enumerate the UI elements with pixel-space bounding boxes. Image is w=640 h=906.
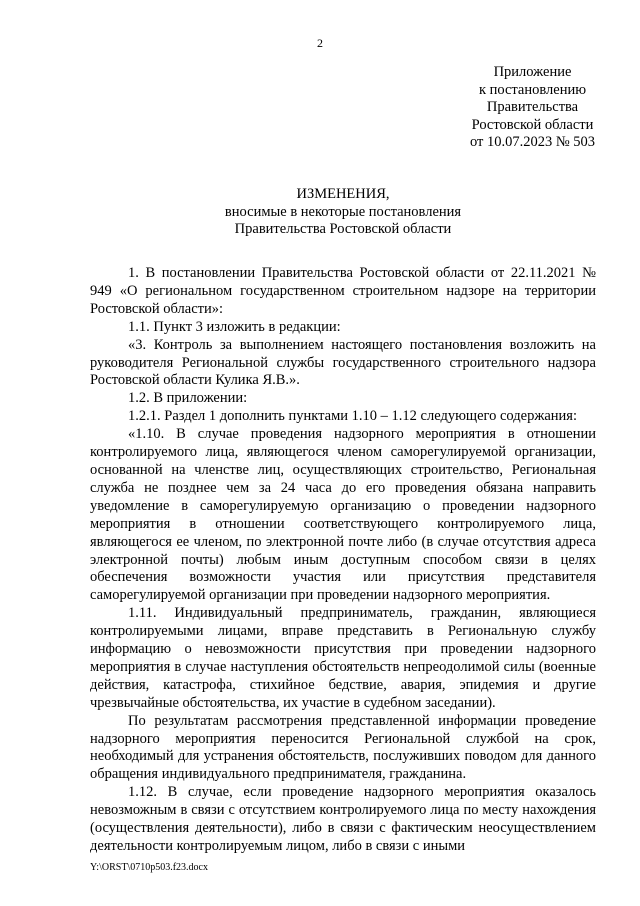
title-subtitle-line: Правительства Ростовской области [234, 221, 452, 237]
paragraph: 1.11. Индивидуальный предприниматель, гражданин, являющиеся контролируемыми лицами, вправе представить в Региональную службу информацию о невозможности присутствия при проведении надзорного мероприятия в случае наступления обстоятельств непреодолимой силы (военные действия, катастрофа, стихийное бедствие, авария, эпидемия и другие чрезвычайные обстоятельства, их участие в судебном заседании). [90, 605, 596, 711]
paragraph: 1.2.1. Раздел 1 дополнить пунктами 1.10 – 1.12 следующего содержания: [128, 408, 577, 425]
paragraph: «3. Контроль за выполнением настоящего постановления возложить на руководителя Региональной службы государственного строительного надзора Ростовской области Кулика Я.В.». [90, 336, 596, 389]
paragraph: 1.12. В случае, если проведение надзорного мероприятия оказалось невозможным в связи с отсутствием контролируемого лица по месту нахождения (осуществления деятельности), либо в связи с фактическим неосуществлением деятельности контролируемым лицом, либо в связи с иными [90, 784, 596, 854]
title-heading: ИЗМЕНЕНИЯ, [296, 186, 390, 202]
paragraph: 1.2. В приложении: [128, 390, 248, 407]
title-subtitle-line: вносимые в некоторые постановления [224, 203, 462, 220]
paragraph: 1. В постановлении Правительства Ростовской области от 22.11.2021 № 949 «О региональном государственном строительном надзоре на территории Ростовской области»: [90, 265, 596, 317]
appendix-line: к постановлению [478, 81, 587, 98]
paragraph: По результатам рассмотрения представленной информации проведение надзорного мероприятия переносится Региональной службой на срок, необходимый для устранения обстоятельств, послуживших поводом для данного обращения индивидуального предпринимателя, гражданина. [90, 712, 596, 783]
appendix-line: Приложение [493, 64, 572, 80]
appendix-line: Ростовской области [471, 116, 594, 133]
paragraph: 1.1. Пункт 3 изложить в редакции: [128, 318, 341, 335]
document-title [0, 186, 640, 239]
file-path-footer: Y:\ORST\0710p503.f23.docx [90, 862, 208, 873]
appendix-header [430, 64, 635, 152]
page-number: 2 [317, 36, 323, 50]
document-body [90, 265, 596, 856]
appendix-line: от 10.07.2023 № 503 [469, 134, 596, 150]
appendix-line: Правительства [486, 99, 579, 115]
paragraph: «1.10. В случае проведения надзорного мероприятия в отношении контролируемого лица, являющегося членом саморегулируемой организации, основанной на членстве лиц, осуществляющих строительство, Региональная служба не позднее чем за 24 часа до его проведения обязана направить уведомление в саморегулируемую организацию о проведении надзорного мероприятия в отношении соответствующего контролируемого лица, являющегося ее членом, по электронной почте либо (в случае отсутствия адреса электронной почты) любым иным доступным способом связи в целях обеспечения возможности участия или присутствия представителя саморегулируемой организации при проведении надзорного мероприятия. [90, 426, 596, 604]
